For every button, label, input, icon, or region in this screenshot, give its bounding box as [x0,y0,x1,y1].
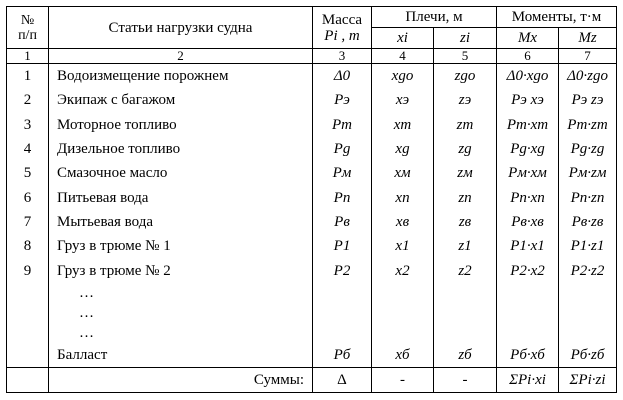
row-x: xg [372,137,434,161]
row-z: zп [434,185,497,209]
row-mz: P2·z2 [559,258,617,282]
empty-cell [497,283,559,303]
column-number: 6 [497,49,559,64]
row-mx: Pg·xg [497,137,559,161]
arm-z-header: zi [434,28,497,49]
row-mass: Pв [313,210,372,234]
empty-cell [497,303,559,323]
sums-mz: ΣPi·zi [559,367,617,392]
mass-header-bottom: Pi , т [324,27,360,44]
row-number: 2 [7,88,49,112]
ship-load-table-container [6,6,616,388]
empty-cell [559,283,617,303]
row-mx: Pэ xэ [497,88,559,112]
table-row [7,210,617,234]
row-mass: P2 [313,258,372,282]
row-mz: Pт·zт [559,113,617,137]
row-name: Мытьевая вода [49,210,313,234]
empty-cell [372,303,434,323]
empty-cell [497,323,559,343]
row-mz: Δ0·zgo [559,64,617,89]
empty-cell [372,323,434,343]
row-mz: P1·z1 [559,234,617,258]
moments-header: Моменты, т·м [497,7,617,28]
row-x: xп [372,185,434,209]
table-row [7,161,617,185]
empty-cell [372,283,434,303]
sums-number-cell [7,367,49,392]
row-number: 3 [7,113,49,137]
row-mz: Pэ zэ [559,88,617,112]
ballast-z: zб [434,343,497,368]
sums-mx: ΣPi·xi [497,367,559,392]
row-z: z2 [434,258,497,282]
row-z: zg [434,137,497,161]
row-mz: Pв·zв [559,210,617,234]
ballast-x: xб [372,343,434,368]
row-mass: Δ0 [313,64,372,89]
ellipsis-mark: … [49,323,313,343]
ballast-mx: Pб·xб [497,343,559,368]
sums-x: - [372,367,434,392]
sums-row [7,367,617,392]
sums-z: - [434,367,497,392]
empty-cell [559,323,617,343]
column-number: 3 [313,49,372,64]
row-name: Моторное топливо [49,113,313,137]
row-x: xт [372,113,434,137]
row-mx: Pт·xт [497,113,559,137]
row-x: x1 [372,234,434,258]
row-mass: Pп [313,185,372,209]
ballast-mass: Pб [313,343,372,368]
no-header-bottom: п/п [18,27,37,43]
table-row [7,234,617,258]
ellipsis-row [7,303,617,323]
empty-cell [434,303,497,323]
row-x: xgo [372,64,434,89]
row-name: Питьевая вода [49,185,313,209]
ellipsis-mark: … [49,303,313,323]
moment-z-header: Mz [559,28,617,49]
table-row [7,88,617,112]
empty-cell [313,283,372,303]
table-row [7,185,617,209]
row-mass: Pм [313,161,372,185]
items-header: Статьи нагрузки судна [49,7,313,49]
row-mx: Δ0·xgo [497,64,559,89]
ellipsis-row [7,323,617,343]
mass-header-top: Масса [321,11,363,28]
ballast-mz: Pб·zб [559,343,617,368]
row-z: zт [434,113,497,137]
sums-mass: Δ [313,367,372,392]
row-mass: Pт [313,113,372,137]
row-mass: Pg [313,137,372,161]
empty-cell [434,323,497,343]
row-name: Водоизмещение порожнем [49,64,313,89]
row-number: 7 [7,210,49,234]
row-name: Смазочное масло [49,161,313,185]
row-mx: P1·x1 [497,234,559,258]
row-mz: Pм·zм [559,161,617,185]
row-mx: Pв·xв [497,210,559,234]
empty-cell [313,323,372,343]
column-number-row [7,49,617,64]
table-row [7,258,617,282]
table-row [7,137,617,161]
ship-load-table [6,6,617,393]
row-number: 5 [7,161,49,185]
row-mass: P1 [313,234,372,258]
row-mx: Pм·xм [497,161,559,185]
column-number: 4 [372,49,434,64]
column-number: 7 [559,49,617,64]
column-number: 1 [7,49,49,64]
ballast-row [7,343,617,368]
row-x: x2 [372,258,434,282]
row-name: Экипаж с багажом [49,88,313,112]
row-mx: Pп·xп [497,185,559,209]
ballast-name: Балласт [49,343,313,368]
column-number: 2 [49,49,313,64]
sums-label: Суммы: [49,367,313,392]
row-z: zм [434,161,497,185]
arm-x-header: xi [372,28,434,49]
empty-cell [7,323,49,343]
row-mz: Pg·zg [559,137,617,161]
empty-cell [434,283,497,303]
row-name: Дизельное топливо [49,137,313,161]
row-z: zв [434,210,497,234]
mass-header [313,7,372,49]
row-x: xэ [372,88,434,112]
row-x: xм [372,161,434,185]
empty-cell [559,303,617,323]
empty-cell [7,303,49,323]
row-name: Груз в трюме № 2 [49,258,313,282]
table-row [7,64,617,89]
row-number: 8 [7,234,49,258]
ellipsis-mark: … [49,283,313,303]
row-number: 9 [7,258,49,282]
header-row-1 [7,7,617,28]
row-number: 6 [7,185,49,209]
column-number: 5 [434,49,497,64]
row-name: Груз в трюме № 1 [49,234,313,258]
arms-header: Плечи, м [372,7,497,28]
row-mass: Pэ [313,88,372,112]
no-header [7,7,49,49]
ballast-number [7,343,49,368]
empty-cell [313,303,372,323]
moment-x-header: Mx [497,28,559,49]
table-row [7,113,617,137]
row-z: zэ [434,88,497,112]
no-header-top: № [20,12,35,28]
row-z: z1 [434,234,497,258]
row-number: 1 [7,64,49,89]
row-number: 4 [7,137,49,161]
empty-cell [7,283,49,303]
row-mx: P2·x2 [497,258,559,282]
table-body [7,64,617,368]
ellipsis-row [7,283,617,303]
row-z: zgo [434,64,497,89]
row-x: xв [372,210,434,234]
row-mz: Pп·zп [559,185,617,209]
